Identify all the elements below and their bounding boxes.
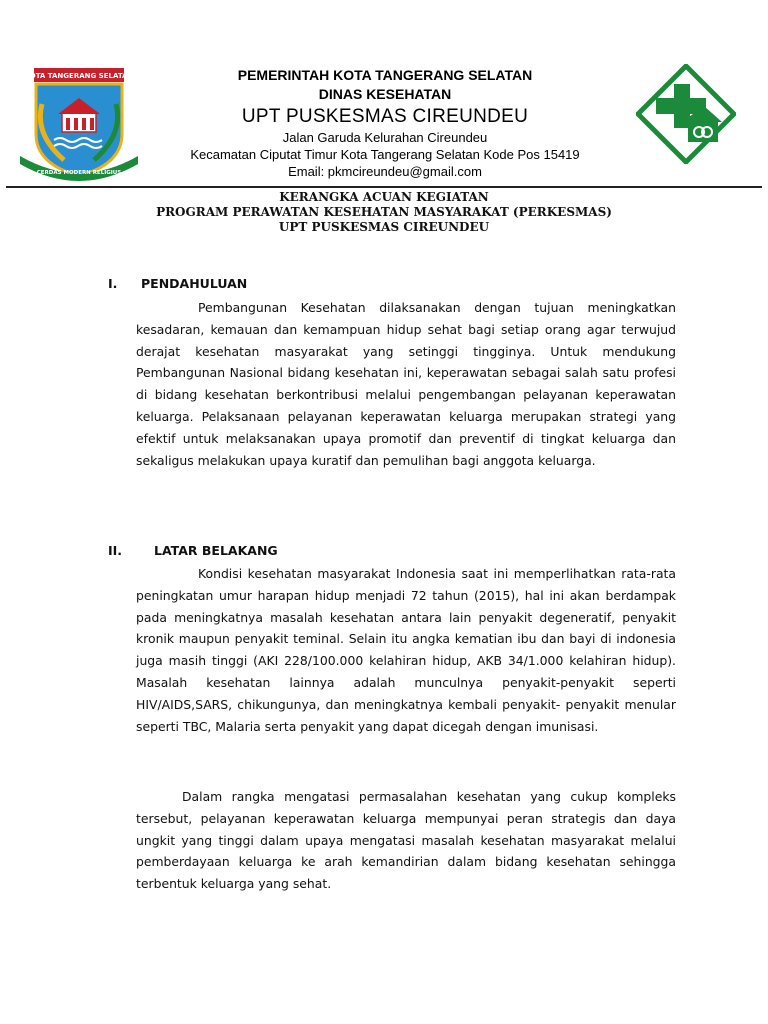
section-2-number: II. [108,543,123,558]
section-1-heading [108,276,247,291]
letterhead-divider [6,186,762,188]
unit-name: UPT PUSKESMAS CIREUNDEU [241,106,529,127]
section-2-paragraph-1: Kondisi kesehatan masyarakat Indonesia saat ini memperlihatkan rata-rata peningkatan umur harapan hidup menjadi 72 tahun (2015), hal ini akan berdampak pada meningkatnya masalah kesehatan antara lain penyakit degeneratif, penyakit kronik maupun penyakit teminal. Selain itu angka kematian ibu dan bayi di indonesia juga masih tinggi (AKI 228/100.000 kelahiran hidup, AKB 34/1.000 kelahiran hidup). Masalah kesehatan lainnya adalah munculnya penyakit-penyakit seperti HIV/AIDS,SARS, chikungunya, dan meningkatnya kembali penyakit- penyakit menular seperti TBC, Malaria serta penyakit yang dapat dicegah dengan imunisasi. [136,566,676,734]
emblem-motto-text: CERDAS MODERN RELIGIUS [36,170,122,176]
section-1-title: PENDAHULUAN [141,276,248,291]
title-line-1: KERANGKA ACUAN KEGIATAN [279,190,489,204]
puskesmas-logo [636,64,736,164]
emblem-banner-text: KOTA TANGERANG SELATAN [24,72,134,80]
document-title [0,190,768,235]
agency-name: DINAS KESEHATAN [318,86,452,102]
section-1-number: I. [108,276,118,291]
title-line-3: UPT PUSKESMAS CIREUNDEU [278,220,490,234]
government-name: PEMERINTAH KOTA TANGERANG SELATAN [237,67,533,83]
address-district: Kecamatan Ciputat Timur Kota Tangerang Selatan Kode Pos 15419 [190,147,580,162]
title-line-2: PROGRAM PERAWATAN KESEHATAN MASYARAKAT (PERKESMAS) [156,205,612,219]
section-1-paragraph: Pembangunan Kesehatan dilaksanakan dengan tujuan meningkatkan kesadaran, kemauan dan kemampuan hidup sehat bagi setiap orang agar terwujud derajat kesehatan masyarakat yang setinggi tingginya. Untuk mendukung Pembangunan Nasional bidang kesehatan ini, keperawatan sebagai salah satu profesi di bidang kesehatan berkontribusi melalui pengembangan pelayanan keperawatan keluarga. Pelaksanaan pelayanan keperawatan keluarga merupakan strategi yang efektif untuk melaksanakan upaya promotif dan preventif di tingkat keluarga dan sekaligus melakukan upaya kuratif dan pemulihan bagi anggota keluarga. [136,300,676,468]
section-2-title: LATAR BELAKANG [154,543,278,558]
letterhead [150,66,620,180]
section-2-heading [108,543,278,558]
address-street: Jalan Garuda Kelurahan Cireundeu [282,130,488,145]
city-emblem-logo [14,64,144,184]
email-address: Email: pkmcireundeu@gmail.com [288,164,482,179]
section-2-paragraph-2: Dalam rangka mengatasi permasalahan kesehatan yang cukup kompleks tersebut, pelayanan keperawatan keluarga mempunyai peran strategis dan daya ungkit yang tinggi dalam upaya mengatasi masalah kesehatan masyarakat melalui pemberdayaan keluarga ke arah kemandirian dalam bidang kesehatan sehingga terbentuk keluarga yang sehat. [136,789,676,892]
